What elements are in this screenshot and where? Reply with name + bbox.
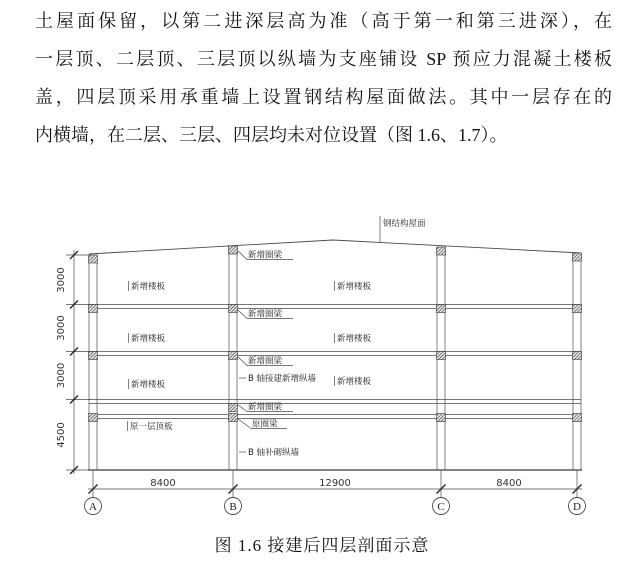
- roof-annotation: [380, 216, 426, 243]
- beam-block: [229, 404, 238, 412]
- beam-block: [89, 305, 98, 313]
- leader-line: [238, 419, 251, 429]
- orig-roof-slab-label: 原一层顶板: [130, 422, 173, 432]
- ring-beam-label: 新增圈梁: [248, 250, 283, 261]
- v-dim-label: 4500: [56, 422, 67, 448]
- axis-bubble-label-a: A: [89, 501, 97, 513]
- b-axis-new-wall-label: B 轴接建新增纵墙: [248, 374, 317, 384]
- beam-block: [573, 352, 582, 360]
- beam-block: [437, 414, 446, 422]
- v-dim-label: 3000: [56, 362, 67, 389]
- walls: [89, 246, 581, 470]
- axis-bubble-label-d: D: [573, 501, 581, 513]
- beam-block: [437, 305, 446, 313]
- leader-line: [238, 251, 247, 260]
- section-diagram: [0, 195, 644, 525]
- orig-ring-beam-label: 原圈梁: [252, 419, 278, 430]
- roof-line: [89, 240, 581, 254]
- beam-block: [229, 352, 238, 360]
- new-slab-label: 新增楼板: [131, 334, 166, 344]
- beam-block: [229, 414, 238, 422]
- leader-line: [238, 357, 247, 366]
- beam-block: [89, 414, 98, 422]
- new-slab-label: 新增楼板: [131, 282, 166, 292]
- axis-bubble-label-b: B: [229, 501, 237, 513]
- wall-annotations: [239, 373, 317, 458]
- h-dim-label: 8400: [496, 478, 522, 489]
- leader-line: [238, 405, 247, 412]
- paragraph-line: 内横墙，在二层、三层、四层均未对位设置（图 1.6、1.7）。: [35, 125, 508, 145]
- beam-block: [89, 255, 98, 263]
- leader-line: [238, 310, 247, 319]
- ring-beam-label: 新增圈梁: [248, 402, 283, 413]
- roof-label: 钢结构屋面: [383, 219, 426, 229]
- vertical-dimension: [56, 250, 91, 474]
- b-axis-infill-wall-label: B 轴补砌纵墙: [248, 448, 300, 458]
- ring-beam-annotations: [238, 250, 293, 430]
- beam-block: [573, 253, 582, 261]
- axis-bubble-label-c: C: [437, 501, 445, 513]
- h-dim-label: 12900: [319, 478, 351, 489]
- v-dim-label: 3000: [56, 315, 67, 341]
- new-slab-label: 新增楼板: [131, 380, 166, 390]
- ring-beam-label: 新增圈梁: [248, 309, 283, 320]
- paragraph-line: 一层顶、二层顶、三层顶以纵墙为支座铺设 SP 预应力混凝土楼板: [35, 49, 612, 69]
- ring-beam-label: 新增圈梁: [248, 356, 283, 367]
- horizontal-dimension: [85, 470, 586, 515]
- h-dim-label: 8400: [150, 478, 176, 489]
- paragraph-line: 盖，四层顶采用承重墙上设置钢结构屋面做法。其中一层存在的: [35, 87, 612, 107]
- beam-block: [437, 247, 446, 255]
- beam-block: [229, 246, 238, 254]
- new-slab-label: 新增楼板: [337, 282, 372, 292]
- new-slab-label: 新增楼板: [337, 334, 372, 344]
- beam-block: [229, 305, 238, 313]
- beam-block: [573, 305, 582, 313]
- beam-block: [573, 414, 582, 422]
- beam-block: [89, 352, 98, 360]
- v-dim-label: 3000: [56, 267, 67, 293]
- new-slab-label: 新增楼板: [337, 377, 372, 387]
- figure-caption: 图 1.6 接建后四层剖面示意: [214, 536, 430, 555]
- body-paragraph: [35, 2, 612, 154]
- paragraph-line: 土屋面保留，以第二进深层高为准（高于第一和第三进深），在: [35, 11, 612, 31]
- beam-block: [437, 352, 446, 360]
